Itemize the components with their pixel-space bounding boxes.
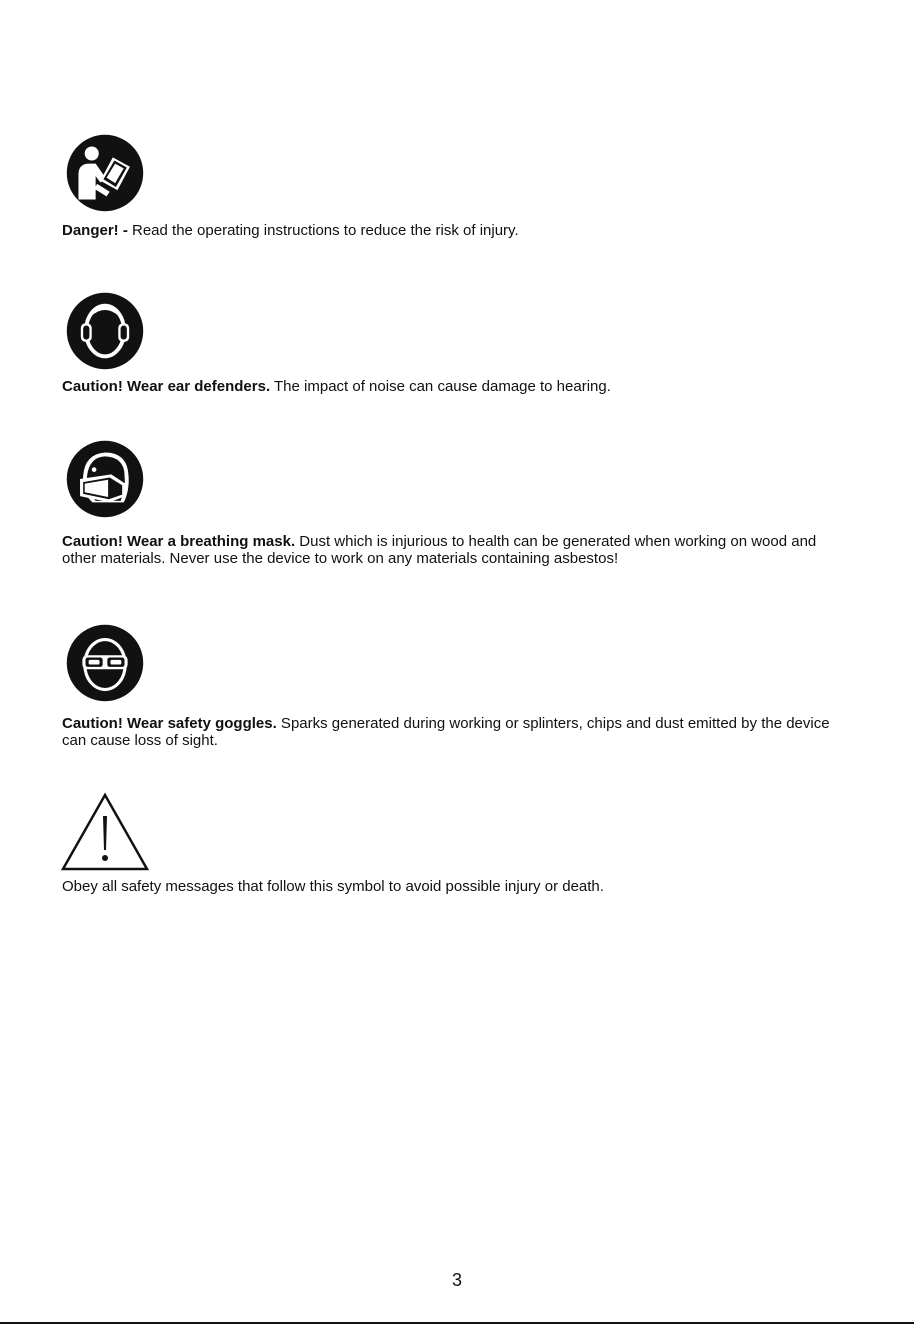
breathing-mask-icon (66, 440, 144, 518)
ear-protection-icon (66, 292, 144, 370)
safety-goggles-text: Caution! Wear safety goggles. Sparks generated during working or splinters, chips and dust emitted by the device can cause loss of sight. (62, 715, 830, 749)
warning-triangle-icon (60, 792, 150, 872)
ear-defenders-text: Caution! Wear ear defenders. The impact of noise can cause damage to hearing. (62, 378, 611, 395)
safety-goggles-icon (66, 624, 144, 702)
read-manual-icon (66, 134, 144, 212)
danger-instructions-text: Danger! - Read the operating instructions to reduce the risk of injury. (62, 222, 519, 239)
page-number: 3 (451, 1270, 462, 1290)
breathing-mask-text: Caution! Wear a breathing mask. Dust which is injurious to health can be generated when working on wood and other materials. Never use the device to work on any materials containing asbestos! (62, 533, 817, 567)
safety-messages-text: Obey all safety messages that follow this symbol to avoid possible injury or death. (62, 878, 604, 895)
